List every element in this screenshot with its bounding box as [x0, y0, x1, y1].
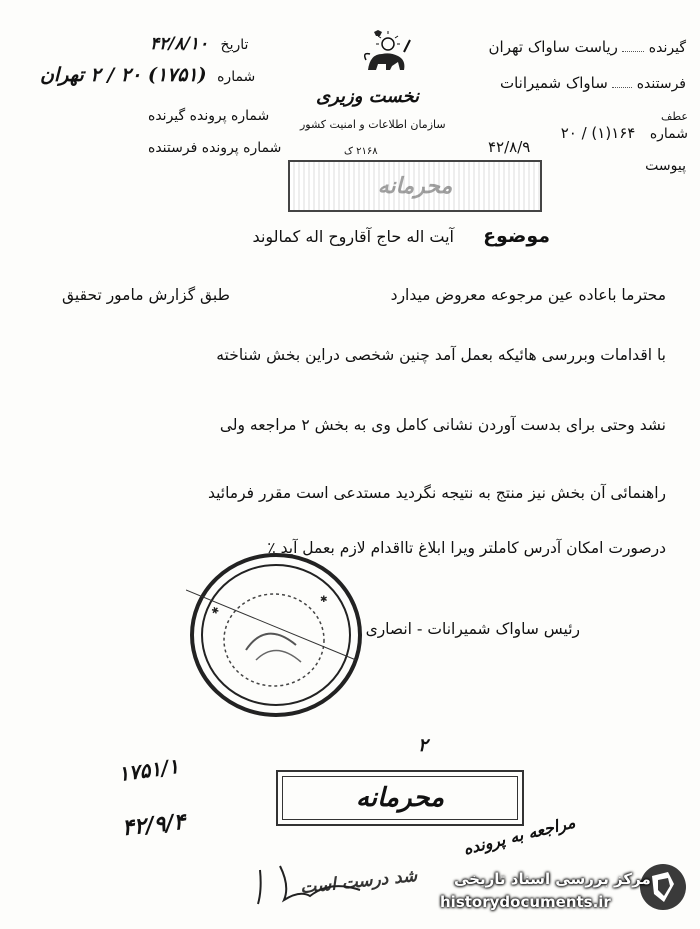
handwritten-scribble-icon: [250, 860, 370, 910]
sender-row: [500, 74, 686, 92]
ministry-title: نخست وزیری: [316, 86, 420, 107]
round-seal-icon: [186, 550, 366, 720]
body-line-1b: طبق گزارش مامور تحقیق: [62, 286, 230, 304]
number-row-left: [40, 64, 255, 86]
handwritten-note-signoff: شد درست است: [299, 865, 419, 899]
body-line-4: راهنمائی آن بخش نیز منتج به نتیجه نگردید مستدعی است مقرر فرمائید: [207, 484, 666, 502]
date-value-right: ۴۲/۸/۹: [488, 138, 531, 156]
confidential-stamp-top-text: محرمانه: [377, 173, 453, 199]
confidential-stamp-bottom: [276, 770, 524, 826]
subject-label: موضوع: [483, 225, 550, 247]
subject-row: [253, 225, 550, 247]
svg-text:✱: ✱: [210, 605, 221, 618]
sender-file-label: شماره پرونده فرستنده: [148, 140, 282, 156]
svg-text:✱: ✱: [320, 595, 328, 605]
sender-value: ساواک شمیرانات: [499, 74, 608, 92]
recipient-file-label: شماره پرونده گیرنده: [148, 108, 270, 124]
watermark-url: historydocuments.ir: [440, 893, 611, 911]
date-row-left: [150, 34, 248, 54]
body-line-2: با اقدامات وبررسی هائیکه بعمل آمد چنین شخصی دراین بخش شناخته: [216, 346, 666, 364]
organization-code: ۲۱۶۸ ک: [344, 146, 378, 157]
ref-label: عطف: [661, 110, 688, 123]
date-value-left: ۴۲/۸/۱۰: [150, 34, 209, 54]
signature-title: رئیس ساواک شمیرانات - انصاری: [365, 620, 580, 638]
number-label-left: شماره: [217, 69, 256, 85]
body-line-1a: محترما باعاده عین مرجوعه معروض میدارد: [390, 286, 666, 304]
organization-title: سازمان اطلاعات و امنیت کشور: [300, 118, 446, 131]
number-value-left: (۱۷۵۱) ۲۰ / ۲ تهران: [40, 64, 207, 86]
body-line-5: درصورت امکان آدرس کاملتر ویرا ابلاغ تااقدام لازم بعمل آید ٪: [267, 539, 666, 557]
watermark-title: مرکز بررسی اسناد تاریخی: [454, 870, 651, 888]
subject-value: آیت اله حاج آقاروح اله کمالوند: [252, 227, 454, 246]
sender-label: فرستنده: [636, 76, 686, 92]
number-row-right: [561, 124, 688, 142]
confidential-stamp-top: [288, 160, 542, 212]
number-label-right: شماره: [649, 126, 688, 142]
handwritten-note-referral: مراجعه به پرونده: [461, 812, 578, 859]
recipient-value: ریاست ساواک تهران: [488, 38, 618, 56]
body-line-3: نشد وحتی برای بدست آوردن نشانی کامل وی به بخش ۲ مراجعه ولی: [219, 416, 666, 434]
number-value-right: ۱۶۴(۱) / ۲۰: [560, 124, 636, 142]
lion-and-sun-emblem-icon: [360, 30, 412, 78]
confidential-stamp-bottom-text: محرمانه: [355, 783, 445, 813]
handwritten-note-center: ۲: [418, 735, 428, 756]
attachment-label: پیوست: [645, 158, 686, 174]
recipient-label: گیرنده: [648, 40, 686, 56]
recipient-row: [489, 38, 686, 56]
handwritten-note-number: ۱۷۵۱/۱: [116, 753, 181, 787]
handwritten-note-date: ۴۲/۹/۴: [120, 808, 187, 842]
date-label-left: تاریخ: [220, 37, 249, 53]
